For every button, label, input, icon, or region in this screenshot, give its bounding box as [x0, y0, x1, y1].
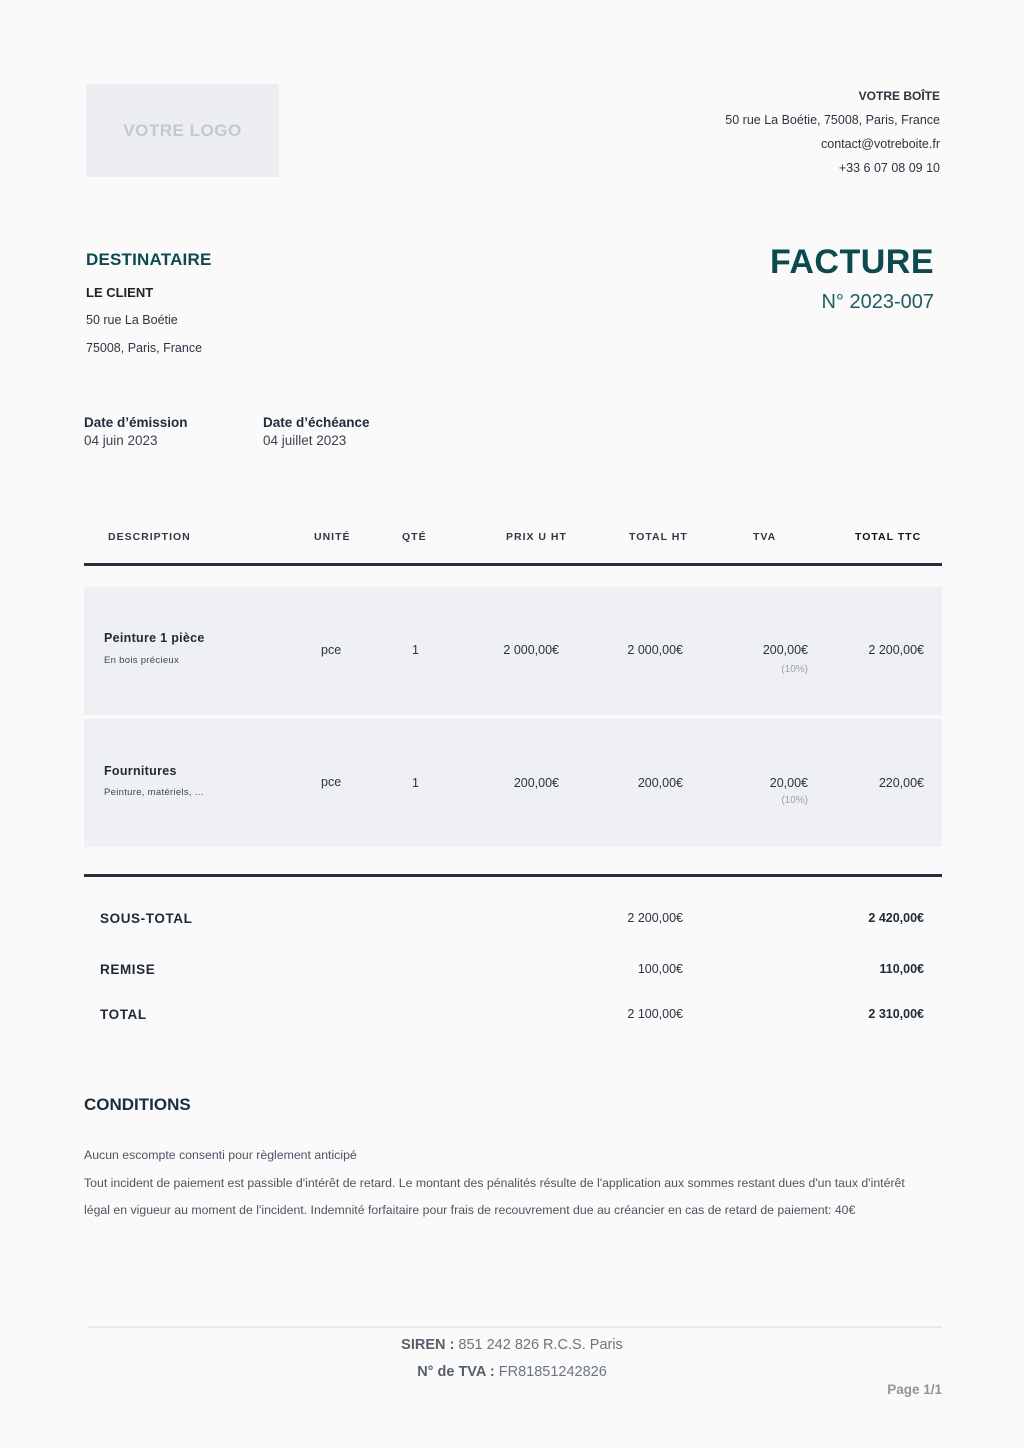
header-unit: UNITÉ — [314, 531, 351, 543]
item-tva: 20,00€ — [769, 776, 808, 790]
due-date-label: Date d’échéance — [263, 415, 370, 430]
company-email: contact@votreboite.fr — [821, 137, 940, 151]
item-tva: 200,00€ — [762, 643, 808, 657]
footer-tva-number — [0, 1364, 1024, 1380]
item-qty: 1 — [412, 643, 419, 657]
item-description: En bois précieux — [104, 655, 180, 666]
company-name: VOTRE BOÎTE — [858, 89, 940, 103]
company-address: 50 rue La Boétie, 75008, Paris, France — [725, 113, 940, 127]
recipient-title: DESTINATAIRE — [86, 250, 212, 269]
discount-label: REMISE — [100, 962, 156, 977]
item-tva-rate: (10%) — [781, 664, 808, 675]
logo-text: VOTRE LOGO — [123, 120, 242, 140]
item-unit-price: 200,00€ — [513, 776, 559, 790]
item-total-ht: 2 000,00€ — [627, 643, 683, 657]
siren-value: 851 242 826 R.C.S. Paris — [458, 1337, 623, 1353]
header-description: DESCRIPTION — [108, 531, 191, 543]
siren-label: SIREN : — [401, 1337, 455, 1353]
footer-siren — [0, 1337, 1024, 1353]
discount-ht: 100,00€ — [637, 962, 683, 976]
item-unit: pce — [321, 775, 342, 789]
header-qty: QTÉ — [402, 531, 427, 543]
tva-number-label: N° de TVA : — [417, 1364, 495, 1380]
recipient-address-line2: 75008, Paris, France — [86, 341, 203, 355]
company-info — [725, 86, 940, 182]
recipient-address-line1: 50 rue La Boétie — [86, 313, 178, 327]
conditions-title: CONDITIONS — [84, 1095, 191, 1114]
conditions-line: Tout incident de paiement est passible d'intérêt de retard. Le montant des pénalités résulte de l'application aux sommes restant dues d'un taux d'intérêt légal en vigueur au moment de l'incident. Indemnité forfaitaire pour frais de recouvrement due au créancier en cas de retard de paiement: 40€ — [84, 1175, 905, 1218]
item-unit: pce — [321, 643, 342, 657]
header-unit-price: PRIX U HT — [506, 531, 567, 543]
recipient-name: LE CLIENT — [86, 285, 154, 300]
item-name: Fournitures — [104, 764, 177, 778]
company-logo-placeholder — [86, 84, 279, 177]
conditions-text — [84, 1142, 934, 1225]
page-number: Page 1/1 — [887, 1382, 942, 1397]
item-total-ttc: 2 200,00€ — [868, 643, 924, 657]
company-phone: +33 6 07 08 09 10 — [838, 161, 940, 175]
subtotal-ht: 2 200,00€ — [627, 911, 683, 925]
total-ttc: 2 310,00€ — [868, 1007, 924, 1021]
subtotal-ttc: 2 420,00€ — [868, 911, 924, 925]
header-total-ttc: TOTAL TTC — [855, 531, 922, 543]
tva-number-value: FR81851242826 — [498, 1364, 607, 1380]
footer-divider — [88, 1326, 942, 1328]
total-ht: 2 100,00€ — [627, 1007, 683, 1021]
discount-ttc: 110,00€ — [879, 962, 924, 976]
item-tva-rate: (10%) — [781, 795, 808, 806]
item-qty: 1 — [412, 776, 419, 790]
item-description: Peinture, matériels, ... — [104, 787, 204, 798]
header-tva: TVA — [753, 531, 777, 543]
item-total-ht: 200,00€ — [637, 776, 683, 790]
due-date-value: 04 juillet 2023 — [263, 433, 347, 448]
item-name: Peinture 1 pièce — [104, 631, 205, 645]
item-total-ttc: 220,00€ — [878, 776, 924, 790]
item-unit-price: 2 000,00€ — [503, 643, 559, 657]
issue-date-label: Date d’émission — [84, 415, 188, 430]
invoice-number: N° 2023-007 — [821, 291, 934, 313]
subtotal-label: SOUS-TOTAL — [100, 911, 193, 926]
table-header-divider — [84, 563, 942, 566]
conditions-line: Aucun escompte consenti pour règlement anticipé — [84, 1148, 357, 1162]
header-total-ht: TOTAL HT — [629, 531, 688, 543]
table-footer-divider — [84, 874, 942, 877]
issue-date-value: 04 juin 2023 — [84, 433, 158, 448]
total-label: TOTAL — [100, 1007, 147, 1022]
invoice-title: FACTURE — [769, 243, 934, 281]
